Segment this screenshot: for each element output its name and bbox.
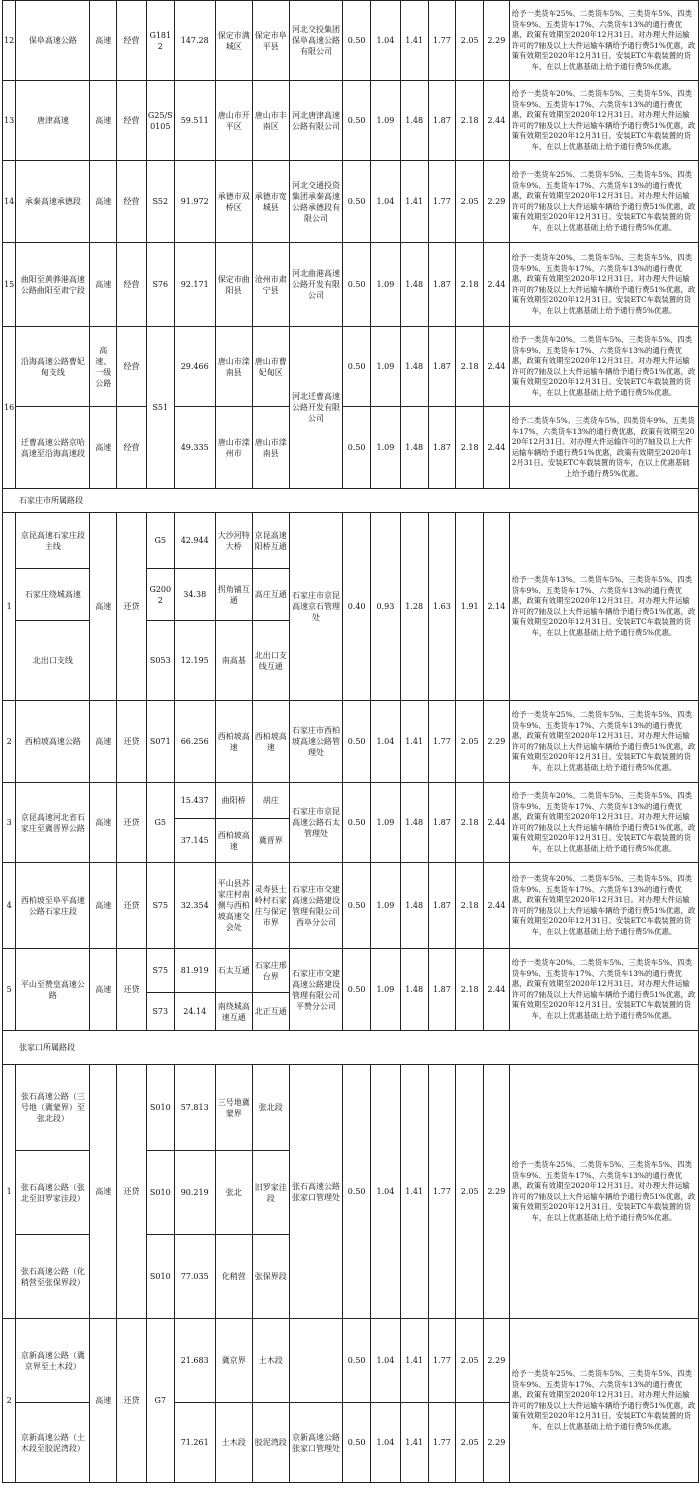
road-name: 石家庄绕城高速 — [16, 569, 90, 621]
end-point: 冀晋界 — [252, 819, 289, 863]
section-header-row — [3, 1031, 699, 1065]
end-point: 沧州市肃宁县 — [252, 243, 289, 327]
road-code: G5 — [146, 783, 174, 863]
row-number: 15 — [3, 243, 16, 327]
start-point: 唐山市滦州市 — [215, 407, 252, 489]
rate-class-3: 1.41 — [400, 701, 428, 783]
road-code: G7 — [146, 1319, 174, 1483]
start-point: 保定市曲阳县 — [215, 243, 252, 327]
rate-class-1: 0.50 — [343, 1065, 371, 1319]
table-row — [3, 243, 699, 327]
road-nature: 经营 — [117, 1, 147, 81]
table-row — [3, 81, 699, 161]
end-point: 西柏坡高速 — [252, 701, 289, 783]
mileage: 37.145 — [174, 819, 215, 863]
row-number: 5 — [3, 949, 16, 1031]
road-name: 北出口支线 — [16, 621, 90, 701]
road-nature: 还贷 — [117, 1065, 147, 1319]
management-unit: 石家庄市交建高速公路建设管理有限公司西阜分公司 — [289, 863, 342, 949]
row-number: 2 — [3, 701, 16, 783]
management-unit: 河北曲港高速公路开发有限公司 — [289, 243, 342, 327]
rate-class-3: 1.48 — [400, 863, 428, 949]
mileage: 15.437 — [174, 783, 215, 819]
road-nature: 还贷 — [117, 701, 147, 783]
start-point: 化稍营 — [215, 1235, 252, 1319]
rate-class-2: 1.09 — [370, 949, 400, 1031]
toll-policy-table — [2, 0, 699, 1483]
discount-policy: 给予一类货车25%、二类货车5%、三类货车5%、四类货车9%、五类货车17%、六类货车13%的通行费优惠，政策有效期至2020年12月31日。对办理大件运输许可的7轴及以上大件运输车辆给予通行费51%优惠，政策有效期至2020年12月31日。安装ETC车载装置的货车，在以上优惠基础上给予通行费5%优惠。 — [509, 1065, 698, 1319]
rate-class-3: 1.48 — [400, 81, 428, 161]
end-point: 旧罗家洼段 — [252, 1151, 289, 1235]
road-type: 高速 — [90, 1065, 117, 1319]
rate-class-5: 2.18 — [456, 243, 484, 327]
start-point: 南高基 — [215, 621, 252, 701]
mileage: 59.511 — [174, 81, 215, 161]
rate-class-4: 1.87 — [428, 327, 456, 407]
rate-class-1: 0.50 — [343, 161, 371, 243]
road-code: S52 — [146, 161, 174, 243]
road-name: 京昆高速石家庄段主线 — [16, 513, 90, 569]
road-name: 张石高速公路（张北至旧罗家洼段） — [16, 1151, 90, 1235]
mileage: 32.354 — [174, 863, 215, 949]
end-point: 胡庄 — [252, 783, 289, 819]
start-point: 承德市双桥区 — [215, 161, 252, 243]
road-code: G1812 — [146, 1, 174, 81]
road-type: 高速 — [90, 1, 117, 81]
road-name: 曲阳至黄骅港高速公路曲阳至肃宁段 — [16, 243, 90, 327]
road-type: 高速 — [90, 407, 117, 489]
road-nature: 还贷 — [117, 863, 147, 949]
rate-class-6: 2.14 — [484, 513, 510, 701]
rate-class-2: 1.09 — [370, 783, 400, 863]
table-row — [3, 701, 699, 783]
road-code: S010 — [146, 1235, 174, 1319]
table-row — [3, 513, 699, 569]
row-number: 12 — [3, 1, 16, 81]
rate-class-2: 1.04 — [370, 1, 400, 81]
start-point: 张北 — [215, 1151, 252, 1235]
road-name: 迁曹高速公路京哈高速至沿海高速段 — [16, 407, 90, 489]
discount-policy: 给予一类货车25%、二类货车5%、三类货车5%、四类货车9%、五类货车17%、六类货车13%的通行费优惠，政策有效期至2020年12月31日。对办理大件运输许可的7轴及以上大件运输车辆给予通行费51%优惠，政策有效期至2020年12月31日。安装ETC车载装置的货车，在以上优惠基础上给予通行费5%优惠。 — [509, 701, 698, 783]
rate-class-1: 0.50 — [343, 783, 371, 863]
rate-class-6: 2.44 — [484, 243, 510, 327]
rate-class-3: 1.48 — [400, 243, 428, 327]
rate-class-5: 2.18 — [456, 863, 484, 949]
rate-class-2: 1.04 — [370, 161, 400, 243]
mileage: 49.335 — [174, 407, 215, 489]
road-type: 高速 — [90, 1319, 117, 1483]
rate-class-3: 1.41 — [400, 1319, 428, 1403]
mileage: 81.919 — [174, 949, 215, 993]
road-code: S053 — [146, 621, 174, 701]
road-type: 高速 — [90, 81, 117, 161]
rate-class-4: 1.87 — [428, 949, 456, 1031]
road-name: 张石高速公路（三号地（冀蒙界）至张北段） — [16, 1065, 90, 1151]
road-code: G5 — [146, 513, 174, 569]
road-name: 保阜高速公路 — [16, 1, 90, 81]
road-name: 张石高速公路（化稍营至张保界段） — [16, 1235, 90, 1319]
management-unit: 河北交投集团保阜高速公路有限公司 — [289, 1, 342, 81]
rate-class-5: 2.05 — [456, 1065, 484, 1319]
road-code: G2002 — [146, 569, 174, 621]
mileage: 92.171 — [174, 243, 215, 327]
rate-class-2: 1.04 — [370, 1319, 400, 1403]
road-nature: 经营 — [117, 243, 147, 327]
road-type: 高速 — [90, 243, 117, 327]
section-title-zhangjiakou: 张家口所属路段 — [3, 1031, 699, 1065]
end-point: 土木段 — [252, 1319, 289, 1403]
end-point: 唐山市曹妃甸区 — [252, 327, 289, 407]
table-row — [3, 1, 699, 81]
rate-class-1: 0.50 — [343, 407, 371, 489]
management-unit: 张石高速公路张家口管理处 — [289, 1065, 342, 1319]
management-unit: 石家庄市京昆高速京石管理处 — [289, 513, 342, 701]
start-point: 平山县苏家庄村南侧与西柏坡高速交会处 — [215, 863, 252, 949]
row-number: 4 — [3, 863, 16, 949]
road-name: 京新高速公路（土木段至胶泥湾段） — [16, 1403, 90, 1483]
table-row — [3, 1319, 699, 1403]
rate-class-6: 2.29 — [484, 1319, 510, 1403]
road-code: S010 — [146, 1151, 174, 1235]
start-point: 三号地冀蒙界 — [215, 1065, 252, 1151]
management-unit: 京新高速公路张家口管理处 — [289, 1403, 342, 1483]
discount-policy: 给予一类货车20%、二类货车5%、三类货车5%、四类货车9%、五类货车17%、六类货车13%的通行费优惠，政策有效期至2020年12月31日。对办理大件运输许可的7轴及以上大件运输车辆给予通行费51%优惠，政策有效期至2020年12月31日。安装ETC车载装置的货车，在以上优惠基础上给予通行费5%优惠。 — [509, 949, 698, 1031]
mileage: 42.944 — [174, 513, 215, 569]
rate-class-3: 1.41 — [400, 161, 428, 243]
rate-class-6: 2.44 — [484, 949, 510, 1031]
end-point: 高庄互通 — [252, 569, 289, 621]
rate-class-6: 2.29 — [484, 1, 510, 81]
road-name: 承秦高速承德段 — [16, 161, 90, 243]
rate-class-5: 2.05 — [456, 1, 484, 81]
mileage: 29.466 — [174, 327, 215, 407]
rate-class-5: 2.05 — [456, 161, 484, 243]
road-code: S010 — [146, 1065, 174, 1151]
rate-class-4: 1.77 — [428, 701, 456, 783]
end-point: 唐山市滦南县 — [252, 407, 289, 489]
rate-class-1: 0.50 — [343, 327, 371, 407]
table-row — [3, 407, 699, 489]
rate-class-4: 1.77 — [428, 1403, 456, 1483]
rate-class-1: 0.50 — [343, 1403, 371, 1483]
rate-class-4: 1.63 — [428, 513, 456, 701]
rate-class-6: 2.44 — [484, 407, 510, 489]
rate-class-3: 1.28 — [400, 513, 428, 701]
mileage: 12.195 — [174, 621, 215, 701]
road-code: S76 — [146, 243, 174, 327]
start-point: 西柏坡高速 — [215, 701, 252, 783]
rate-class-3: 1.41 — [400, 1065, 428, 1319]
rate-class-6: 2.44 — [484, 81, 510, 161]
rate-class-4: 1.87 — [428, 81, 456, 161]
start-point: 保定市满城区 — [215, 1, 252, 81]
row-number: 2 — [3, 1319, 16, 1483]
mileage: 21.683 — [174, 1319, 215, 1403]
rate-class-5: 1.91 — [456, 513, 484, 701]
row-number: 1 — [3, 513, 16, 701]
rate-class-5: 2.18 — [456, 327, 484, 407]
rate-class-5: 2.05 — [456, 1319, 484, 1403]
rate-class-6: 2.29 — [484, 701, 510, 783]
management-unit: 石家庄市西柏坡高速公路管理处 — [289, 701, 342, 783]
table-row — [3, 1065, 699, 1151]
rate-class-3: 1.48 — [400, 783, 428, 863]
rate-class-3: 1.48 — [400, 949, 428, 1031]
rate-class-6: 2.29 — [484, 161, 510, 243]
road-type: 高速 — [90, 949, 117, 1031]
rate-class-3: 1.41 — [400, 1, 428, 81]
start-point: 冀京界 — [215, 1319, 252, 1403]
rate-class-5: 2.05 — [456, 701, 484, 783]
road-name: 西柏坡高速公路 — [16, 701, 90, 783]
rate-class-4: 1.77 — [428, 1319, 456, 1403]
rate-class-2: 1.04 — [370, 1403, 400, 1483]
end-point: 唐山市丰南区 — [252, 81, 289, 161]
discount-policy: 给予一类货车25%、二类货车5%、三类货车5%、四类货车9%、五类货车17%、六类货车13%的通行费优惠，政策有效期至2020年12月31日。对办理大件运输许可的7轴及以上大件运输车辆给予通行费51%优惠，政策有效期至2020年12月31日。安装ETC车载装置的货车，在以上优惠基础上给予通行费5%优惠。 — [509, 161, 698, 243]
rate-class-2: 1.09 — [370, 863, 400, 949]
road-code: S73 — [146, 993, 174, 1031]
mileage: 34.38 — [174, 569, 215, 621]
table-row — [3, 161, 699, 243]
rate-class-2: 1.09 — [370, 327, 400, 407]
rate-class-2: 1.09 — [370, 407, 400, 489]
road-name: 西柏坡至阜平高速公路石家庄段 — [16, 863, 90, 949]
row-number: 13 — [3, 81, 16, 161]
rate-class-2: 1.04 — [370, 701, 400, 783]
row-number: 16 — [3, 327, 16, 489]
section-title-shijiazhuang: 石家庄市所属路段 — [3, 489, 699, 513]
end-point: 北正互通 — [252, 993, 289, 1031]
rate-class-5: 2.18 — [456, 407, 484, 489]
rate-class-5: 2.05 — [456, 1403, 484, 1483]
road-nature: 还贷 — [117, 1319, 147, 1483]
mileage: 24.14 — [174, 993, 215, 1031]
road-nature: 经营 — [117, 81, 147, 161]
start-point: 曲阳桥 — [215, 783, 252, 819]
table-row — [3, 327, 699, 407]
rate-class-1: 0.50 — [343, 1319, 371, 1403]
row-number: 3 — [3, 783, 16, 863]
discount-policy: 给予一类货车20%、二类货车5%、三类货车5%、四类货车9%、五类货车17%、六类货车13%的通行费优惠，政策有效期至2020年12月31日。对办理大件运输许可的7轴及以上大件运输车辆给予通行费51%优惠，政策有效期至2020年12月31日。安装ETC车载装置的货车，在以上优惠基础上给予通行费5%优惠。 — [509, 81, 698, 161]
end-point: 灵寿县土岭村石家庄与保定市界 — [252, 863, 289, 949]
rate-class-3: 1.41 — [400, 1403, 428, 1483]
end-point: 石家庄邢台界 — [252, 949, 289, 993]
management-unit — [289, 1319, 342, 1403]
management-unit: 河北迁曹高速公路开发有限公司 — [289, 327, 342, 489]
discount-policy: 给予二类货车5%、三类货车5%、四类货车9%、五类货车17%、六类货车13%的通行费优惠，政策有效期至2020年12月31日。对办理大件运输许可的7轴及以上大件运输车辆给予通行费51%优惠，政策有效期至2020年12月31日。安装ETC车载装置的货车，在以上优惠基础上给予通行费5%优惠。 — [509, 407, 698, 489]
start-point: 石太互通 — [215, 949, 252, 993]
road-type: 高速、一级公路 — [90, 327, 117, 407]
road-code: S51 — [146, 327, 174, 489]
rate-class-3: 1.48 — [400, 407, 428, 489]
mileage: 147.28 — [174, 1, 215, 81]
rate-class-4: 1.77 — [428, 1065, 456, 1319]
management-unit: 石家庄市京昆高速公路石太管理处 — [289, 783, 342, 863]
rate-class-6: 2.29 — [484, 1403, 510, 1483]
rate-class-4: 1.87 — [428, 243, 456, 327]
road-type: 高速 — [90, 513, 117, 701]
rate-class-5: 2.18 — [456, 949, 484, 1031]
rate-class-6: 2.29 — [484, 1065, 510, 1319]
end-point: 胶泥湾段 — [252, 1403, 289, 1483]
section-header-row — [3, 489, 699, 513]
end-point: 张北段 — [252, 1065, 289, 1151]
discount-policy: 给予一类货车20%、二类货车5%、三类货车5%、四类货车9%、五类货车17%、六类货车13%的通行费优惠，政策有效期至2020年12月31日。对办理大件运输许可的7轴及以上大件运输车辆给予通行费51%优惠，政策有效期至2020年12月31日。安装ETC车载装置的货车，在以上优惠基础上给予通行费5%优惠。 — [509, 327, 698, 407]
row-number: 14 — [3, 161, 16, 243]
start-point: 土木段 — [215, 1403, 252, 1483]
rate-class-6: 2.44 — [484, 783, 510, 863]
rate-class-6: 2.44 — [484, 327, 510, 407]
road-nature: 还贷 — [117, 949, 147, 1031]
start-point: 拐角铺互通 — [215, 569, 252, 621]
table-row — [3, 949, 699, 993]
start-point: 大沙河特大桥 — [215, 513, 252, 569]
rate-class-1: 0.50 — [343, 1, 371, 81]
mileage: 90.219 — [174, 1151, 215, 1235]
rate-class-1: 0.50 — [343, 243, 371, 327]
discount-policy: 给予一类货车20%、二类货车5%、三类货车5%、四类货车9%、五类货车17%、六类货车13%的通行费优惠，政策有效期至2020年12月31日。对办理大件运输许可的7轴及以上大件运输车辆给予通行费51%优惠，政策有效期至2020年12月31日。安装ETC车载装置的货车，在以上优惠基础上给予通行费5%优惠。 — [509, 783, 698, 863]
rate-class-5: 2.18 — [456, 783, 484, 863]
discount-policy: 给予一类货车20%、二类货车5%、三类货车5%、四类货车9%、五类货车17%、六类货车13%的通行费优惠，政策有效期至2020年12月31日。对办理大件运输许可的7轴及以上大件运输车辆给予通行费51%优惠，政策有效期至2020年12月31日。安装ETC车载装置的货车，在以上优惠基础上给予通行费5%优惠。 — [509, 243, 698, 327]
rate-class-2: 1.09 — [370, 243, 400, 327]
road-code: S75 — [146, 949, 174, 993]
road-nature: 还贷 — [117, 513, 147, 701]
row-number: 1 — [3, 1065, 16, 1319]
rate-class-4: 1.77 — [428, 161, 456, 243]
rate-class-3: 1.48 — [400, 327, 428, 407]
rate-class-4: 1.77 — [428, 1, 456, 81]
road-nature: 经营 — [117, 327, 147, 407]
rate-class-2: 0.93 — [370, 513, 400, 701]
mileage: 66.256 — [174, 701, 215, 783]
rate-class-1: 0.50 — [343, 863, 371, 949]
management-unit: 石家庄市交建高速公路建设管理有限公司平赞分公司 — [289, 949, 342, 1031]
road-type: 高速 — [90, 863, 117, 949]
road-nature: 经营 — [117, 407, 147, 489]
end-point: 保定市阜平县 — [252, 1, 289, 81]
rate-class-4: 1.87 — [428, 863, 456, 949]
rate-class-2: 1.04 — [370, 1065, 400, 1319]
start-point: 西柏坡高速 — [215, 819, 252, 863]
road-code: S75 — [146, 863, 174, 949]
discount-policy: 给予一类货车20%、二类货车5%、三类货车5%、四类货车9%、五类货车17%、六类货车13%的通行费优惠，政策有效期至2020年12月31日。对办理大件运输许可的7轴及以上大件运输车辆给予通行费51%优惠，政策有效期至2020年12月31日。安装ETC车载装置的货车，在以上优惠基础上给予通行费5%优惠。 — [509, 863, 698, 949]
road-type: 高速 — [90, 783, 117, 863]
rate-class-4: 1.87 — [428, 407, 456, 489]
discount-policy: 给予一类货车13%、二类货车5%、三类货车5%、四类货车9%、五类货车17%、六类货车13%的通行费优惠，政策有效期至2020年12月31日。对办理大件运输许可的7轴及以上大件运输车辆给予通行费51%优惠，政策有效期至2020年12月31日。安装ETC车载装置的货车，在以上优惠基础上给予通行费5%优惠。 — [509, 513, 698, 701]
rate-class-2: 1.09 — [370, 81, 400, 161]
road-nature: 还贷 — [117, 783, 147, 863]
road-name: 沿海高速公路曹妃甸支线 — [16, 327, 90, 407]
road-code: S071 — [146, 701, 174, 783]
mileage: 77.035 — [174, 1235, 215, 1319]
rate-class-1: 0.50 — [343, 949, 371, 1031]
rate-class-1: 0.50 — [343, 701, 371, 783]
mileage: 57.813 — [174, 1065, 215, 1151]
end-point: 张保界段 — [252, 1235, 289, 1319]
mileage: 91.972 — [174, 161, 215, 243]
discount-policy: 给予一类货车25%、二类货车5%、三类货车5%、四类货车9%、五类货车17%、六类货车13%的通行费优惠，政策有效期至2020年12月31日。对办理大件运输许可的7轴及以上大件运输车辆给予通行费51%优惠，政策有效期至2020年12月31日。安装ETC车载装置的货车，在以上优惠基础上给予通行费5%优惠。 — [509, 1319, 698, 1483]
end-point: 承德市宽城县 — [252, 161, 289, 243]
road-name: 平山至赞皇高速公路 — [16, 949, 90, 1031]
mileage: 71.261 — [174, 1403, 215, 1483]
rate-class-1: 0.40 — [343, 513, 371, 701]
start-point: 南绕城高速互通 — [215, 993, 252, 1031]
table-row — [3, 783, 699, 819]
start-point: 唐山市开平区 — [215, 81, 252, 161]
table-row — [3, 863, 699, 949]
management-unit: 河北唐津高速公路有限公司 — [289, 81, 342, 161]
management-unit: 河北交通投资集团承秦高速公路承德段有限公司 — [289, 161, 342, 243]
end-point: 京昆高速阳桥互通 — [252, 513, 289, 569]
road-type: 高速 — [90, 161, 117, 243]
rate-class-5: 2.18 — [456, 81, 484, 161]
road-name: 京昆高速河北省石家庄至冀晋界公路 — [16, 783, 90, 863]
end-point: 北出口支线互通 — [252, 621, 289, 701]
road-name: 唐津高速 — [16, 81, 90, 161]
rate-class-4: 1.87 — [428, 783, 456, 863]
road-name: 京新高速公路（冀京界至土木段） — [16, 1319, 90, 1403]
rate-class-1: 0.50 — [343, 81, 371, 161]
road-type: 高速 — [90, 701, 117, 783]
start-point: 唐山市滦南县 — [215, 327, 252, 407]
road-nature: 经营 — [117, 161, 147, 243]
rate-class-6: 2.44 — [484, 863, 510, 949]
discount-policy: 给予一类货车25%、二类货车5%、三类货车5%、四类货车9%、五类货车17%、六类货车13%的通行费优惠，政策有效期至2020年12月31日。对办理大件运输许可的7轴及以上大件运输车辆给予通行费51%优惠，政策有效期至2020年12月31日。安装ETC车载装置的货车，在以上优惠基础上给予通行费5%优惠。 — [509, 1, 698, 81]
road-code: G25/S0105 — [146, 81, 174, 161]
